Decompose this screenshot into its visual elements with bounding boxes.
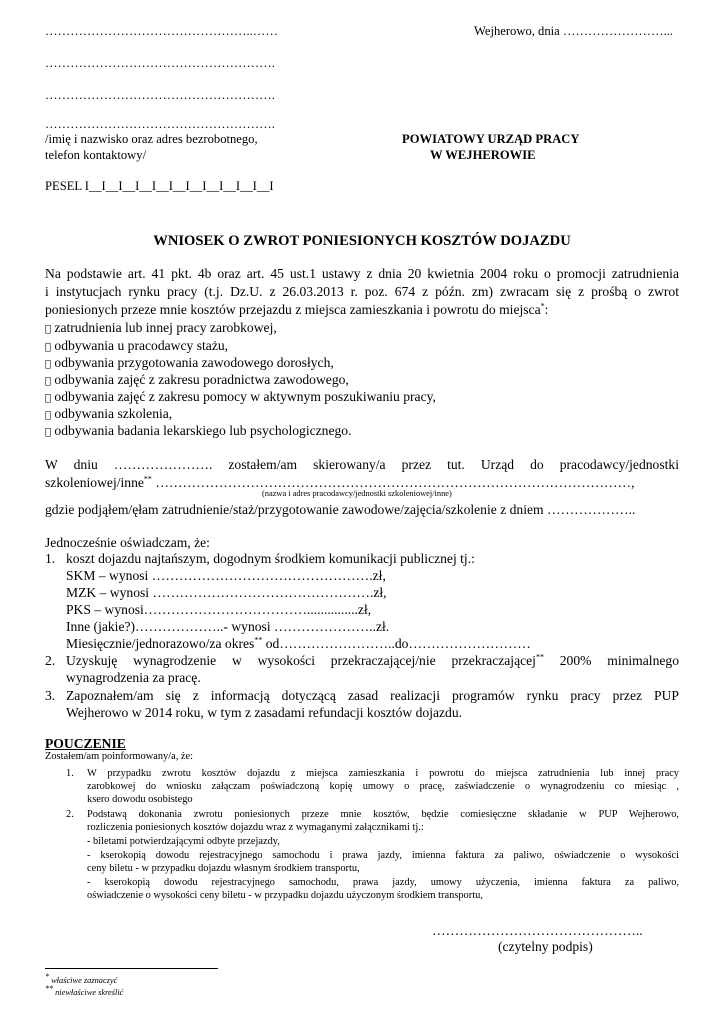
pouczenie-2-line-4: - kserokopią dowodu rejestracyjnego samochodu i prawa jazdy, imienna faktura za paliwo, oświadczenie o wysokości [87,850,679,861]
option-label: odbywania zajęć z zakresu poradnictwa zawodowego, [45,372,340,387]
pouczenie-2-line-2: rozliczenia poniesionych kosztów dojazdu wraz z wymaganymi załącznikami tj.: [87,822,424,833]
footnote-ref-double-star: ** [143,474,152,484]
declaration-item-2-text: Uzyskuję wynagrodzenie w wysokości przekraczającej/nie przekraczającej [66,653,536,668]
period-label: Miesięcznie/jednorazowo/za okres [66,636,255,651]
applicant-dots-line-1[interactable]: …………………………………………..…… [45,24,278,38]
footnote-1 [45,972,118,986]
declaration-item-2 [66,652,679,669]
option-label: odbywania szkolenia, [45,406,163,421]
applicant-dots-line-4[interactable]: ………………………………………………. [45,117,275,131]
pesel-field[interactable]: PESEL I__I__I__I__I__I__I__I__I__I__I__I [45,179,274,193]
intro-line-3-text: poniesionych przeze mnie kosztów przejazdu z miejsca zamieszkania i powrotu do miejsca [45,302,541,317]
declaration-item-1: koszt dojazdu najtańszym, dogodnym środkiem komunikacji publicznej tj.: [66,551,475,566]
applicant-dots-line-2[interactable]: ………………………………………………. [45,56,275,70]
checkbox-icon[interactable] [45,427,51,438]
referral-line-1[interactable]: W dniu …………………. zostałem/am skierowany/a przez tut. Urząd do pracodawcy/jednostki [45,457,679,472]
intro-line-3 [45,301,548,318]
declaration-number-2: 2. [45,653,56,668]
option-item[interactable] [45,319,277,338]
applicant-label-1: /imię i nazwisko oraz adres bezrobotnego, [45,132,258,146]
pouczenie-1-line-3: ksero dowodu osobistego [87,794,193,805]
place-date[interactable]: Wejherowo, dnia ……………………... [474,24,674,38]
option-label: odbywania u pracodawcy stażu, [45,338,219,353]
declaration-number-3: 3. [45,688,56,703]
period-line[interactable] [66,635,531,652]
checkbox-icon[interactable] [45,324,51,335]
footnote-2-text: niewłaściwe skreślić [53,988,124,997]
period-dates[interactable]: od……………………..do……………………… [262,636,531,651]
declaration-intro: Jednocześnie oświadczam, że: [45,535,210,550]
office-name-line-2: W WEJHEROWIE [430,148,536,162]
pouczenie-2-line-5: ceny biletu - w przypadku dojazdu własnym środkiem transportu, [87,863,360,874]
footnote-divider [45,968,218,969]
footnote-2-mark: ** [45,984,53,994]
checkbox-icon[interactable] [45,342,51,353]
cost-other[interactable]: Inne (jakie?)………………..- wynosi …………………..zł. [66,619,390,634]
pouczenie-1-line-1: W przypadku zwrotu kosztów dojazdu z miejsca zamieszkania i powrotu do miejsca zatrudnienia lub innej pracy [87,768,679,779]
pouczenie-2-line-1: Podstawą dokonania zwrotu poniesionych przeze mnie kosztów, będzie comiesięczne składanie w PUP Wejherowo, [87,809,679,820]
checkbox-icon[interactable] [45,393,51,404]
option-label: zatrudnienia lub innej pracy zarobkowej, [45,320,268,335]
footnote-2 [45,984,124,998]
footnote-ref-double-star: ** [535,652,544,662]
option-label: odbywania przygotowania zawodowego dorosłych, [45,355,325,370]
footnote-1-text: właściwe zaznaczyć [49,976,118,985]
cost-skm[interactable]: SKM – wynosi ………………………………………….zł, [66,568,386,583]
signature-label: (czytelny podpis) [498,939,593,954]
cost-mzk[interactable]: MZK – wynosi ………………………………………….zł, [66,585,387,600]
checkbox-icon[interactable] [45,359,51,370]
declaration-number-1: 1. [45,551,56,566]
referral-line-3[interactable]: gdzie podjąłem/ęłam zatrudnienie/staż/przygotowanie zawodowe/zajęcia/szkolenie z dniem ……………….. [45,502,636,517]
pouczenie-2-line-3: - biletami potwierdzającymi odbyte przejazdy, [87,836,280,847]
checkbox-icon[interactable] [45,376,51,387]
option-label: odbywania badania lekarskiego lub psychologicznego. [45,423,343,438]
footnote-ref-star: * [540,301,545,311]
pouczenie-2-line-7: oświadczenie o wysokości ceny biletu - w przypadku dojazdu użyczonym środkiem transportu, [87,890,483,901]
pouczenie-heading: POUCZENIE [45,736,126,751]
pouczenie-number-1: 1. [66,768,74,779]
declaration-item-2-cont: wynagrodzenia za pracę. [66,670,201,685]
referral-line-2-label: szkoleniowej/inne [45,475,144,490]
pouczenie-1-line-2: zarobkowej do wniosku załączam poświadczoną kopię umowy o pracę, zaświadczenie o wynagrodzeniu co miesiąc , [87,781,679,792]
footnote-ref-double-star: ** [254,635,263,645]
option-label: odbywania zajęć z zakresu pomocy w aktywnym poszukiwaniu pracy, [45,389,427,404]
document-title: WNIOSEK O ZWROT PONIESIONYCH KOSZTÓW DOJAZDU [153,233,571,249]
declaration-item-3-cont: Wejherowo w 2014 roku, w tym z zasadami refundacji kosztów dojazdu. [66,705,463,720]
employer-field-hint: (nazwa i adres pracodawcy/jednostki szkoleniowej/inne) [262,489,452,498]
checkbox-icon[interactable] [45,410,51,421]
employer-dots[interactable]: ……………………………………………………………………………………………, [155,475,635,490]
declaration-item-3: Zapoznałem/am się z informacją dotyczącą zasad realizacji programów rynku pracy przez PUP [66,688,679,703]
option-item[interactable] [45,422,352,441]
intro-line-3-end: : [544,302,549,317]
applicant-dots-line-3[interactable]: ………………………………………………. [45,88,275,102]
signature-dots[interactable]: ……………………………………….. [432,923,643,938]
cost-pks[interactable]: PKS – wynosi………………………………...............zł, [66,602,372,617]
intro-line-2: i instytucjach rynku pracy (t.j. Dz.U. z 26.03.2013 r. poz. 674 z późn. zm) zwracam się z prośbą o zwrot [45,284,679,299]
intro-line-1: Na podstawie art. 41 pkt. 4b oraz art. 45 ust.1 ustawy z dnia 20 kwietnia 2004 roku o promocji zatrudnienia [45,266,679,281]
office-name-line-1: POWIATOWY URZĄD PRACY [402,132,580,146]
declaration-item-2-end: 200% minimalnego [543,653,679,668]
pouczenie-number-2: 2. [66,809,74,820]
pouczenie-intro: Zostałem/am poinformowany/a, że: [45,751,194,762]
footnote-1-mark: * [45,972,49,982]
applicant-label-2: telefon kontaktowy/ [45,148,147,162]
pouczenie-2-line-6: - kserokopią dowodu rejestracyjnego samochodu, prawa jazdy, umowy użyczenia, imienna faktura za paliwo, [87,877,679,888]
